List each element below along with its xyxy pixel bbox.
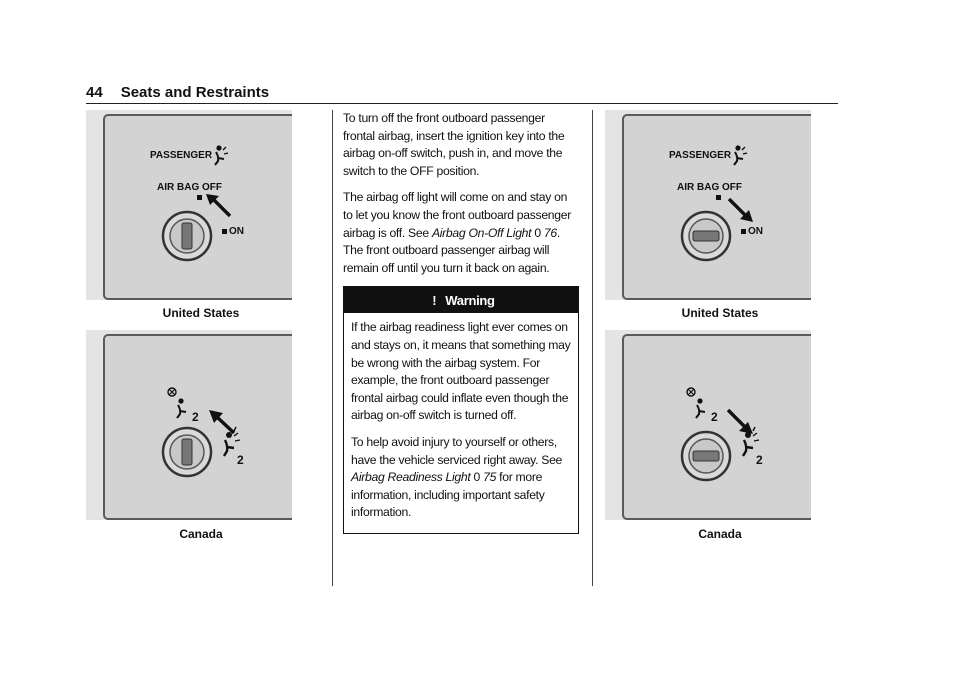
airbag-off-label: AIR BAG OFF [677,182,742,193]
cross-reference-link[interactable]: Airbag On-Off Light [431,225,532,240]
warning-title: Warning [445,293,495,309]
passenger-label: PASSENGER [150,150,213,161]
seat-number: 2 [192,410,199,424]
figure-caption-us: United States [681,306,759,320]
key-switch [682,212,730,260]
passenger-label: PASSENGER [669,150,732,161]
warning-paragraph: If the airbag readiness light ever comes on and stays on, it means that something may be wrong with the airbag system. For example, the front outboard passenger frontal airbag could inflate even though the airbag on-off switch is turned off. [351,320,571,423]
header-divider [86,103,838,104]
key-switch [163,428,211,476]
on-indicator [741,229,746,234]
warning-body [344,313,578,533]
page-ref-number[interactable]: 75 [483,470,497,485]
warning-box [343,286,579,534]
cross-reference-link[interactable]: Airbag Readiness Light [351,470,471,485]
off-indicator [197,195,202,200]
page-number: 44 [86,84,103,101]
switch-panel-illustration [86,330,292,520]
seat-number: 2 [756,453,763,467]
figure-us-airbag-on [605,110,811,300]
key-switch [682,432,730,480]
airbag-off-label: AIR BAG OFF [157,182,222,193]
on-label: ON [229,226,244,237]
switch-panel-illustration [86,110,292,300]
body-text-column [343,110,579,534]
figure-caption-us: United States [162,306,240,320]
figure-us-airbag-off [86,110,292,300]
figure-canada-airbag-off [86,330,292,520]
column-divider-right [592,110,593,586]
figure-caption-canada: Canada [179,527,223,541]
warning-header [344,287,578,313]
warning-paragraph: To help avoid injury to yourself or others, have the vehicle serviced right away. See Airbag Readiness Light 0 75 for more information, including important safety information. [351,434,563,520]
warning-icon: ! [432,293,437,309]
paragraph-off-light: The airbag off light will come on and stay on to let you know the front outboard passenger airbag is off. See Airbag On-Off Light 0 76. The front outboard passenger airbag will remain off until you turn it back on again. [343,190,571,275]
figure-canada-airbag-on [605,330,811,520]
paragraph-turn-off: To turn off the front outboard passenger frontal airbag, insert the ignition key into the airbag on-off switch, push in, and move the switch to the OFF position. [343,111,565,178]
page-header [86,84,269,101]
on-label: ON [748,226,763,237]
page-ref-arrow: 0 [473,470,480,485]
column-divider-left [332,110,333,586]
key-switch [163,212,211,260]
switch-panel-illustration [605,110,811,300]
off-indicator [716,195,721,200]
section-title: Seats and Restraints [120,84,270,101]
page-ref-arrow: 0 [534,225,541,240]
page-ref-number[interactable]: 76 [543,225,557,240]
switch-panel-illustration [605,330,811,520]
figure-caption-canada: Canada [698,527,742,541]
on-indicator [222,229,227,234]
seat-number: 2 [711,410,718,424]
seat-number: 2 [237,453,244,467]
